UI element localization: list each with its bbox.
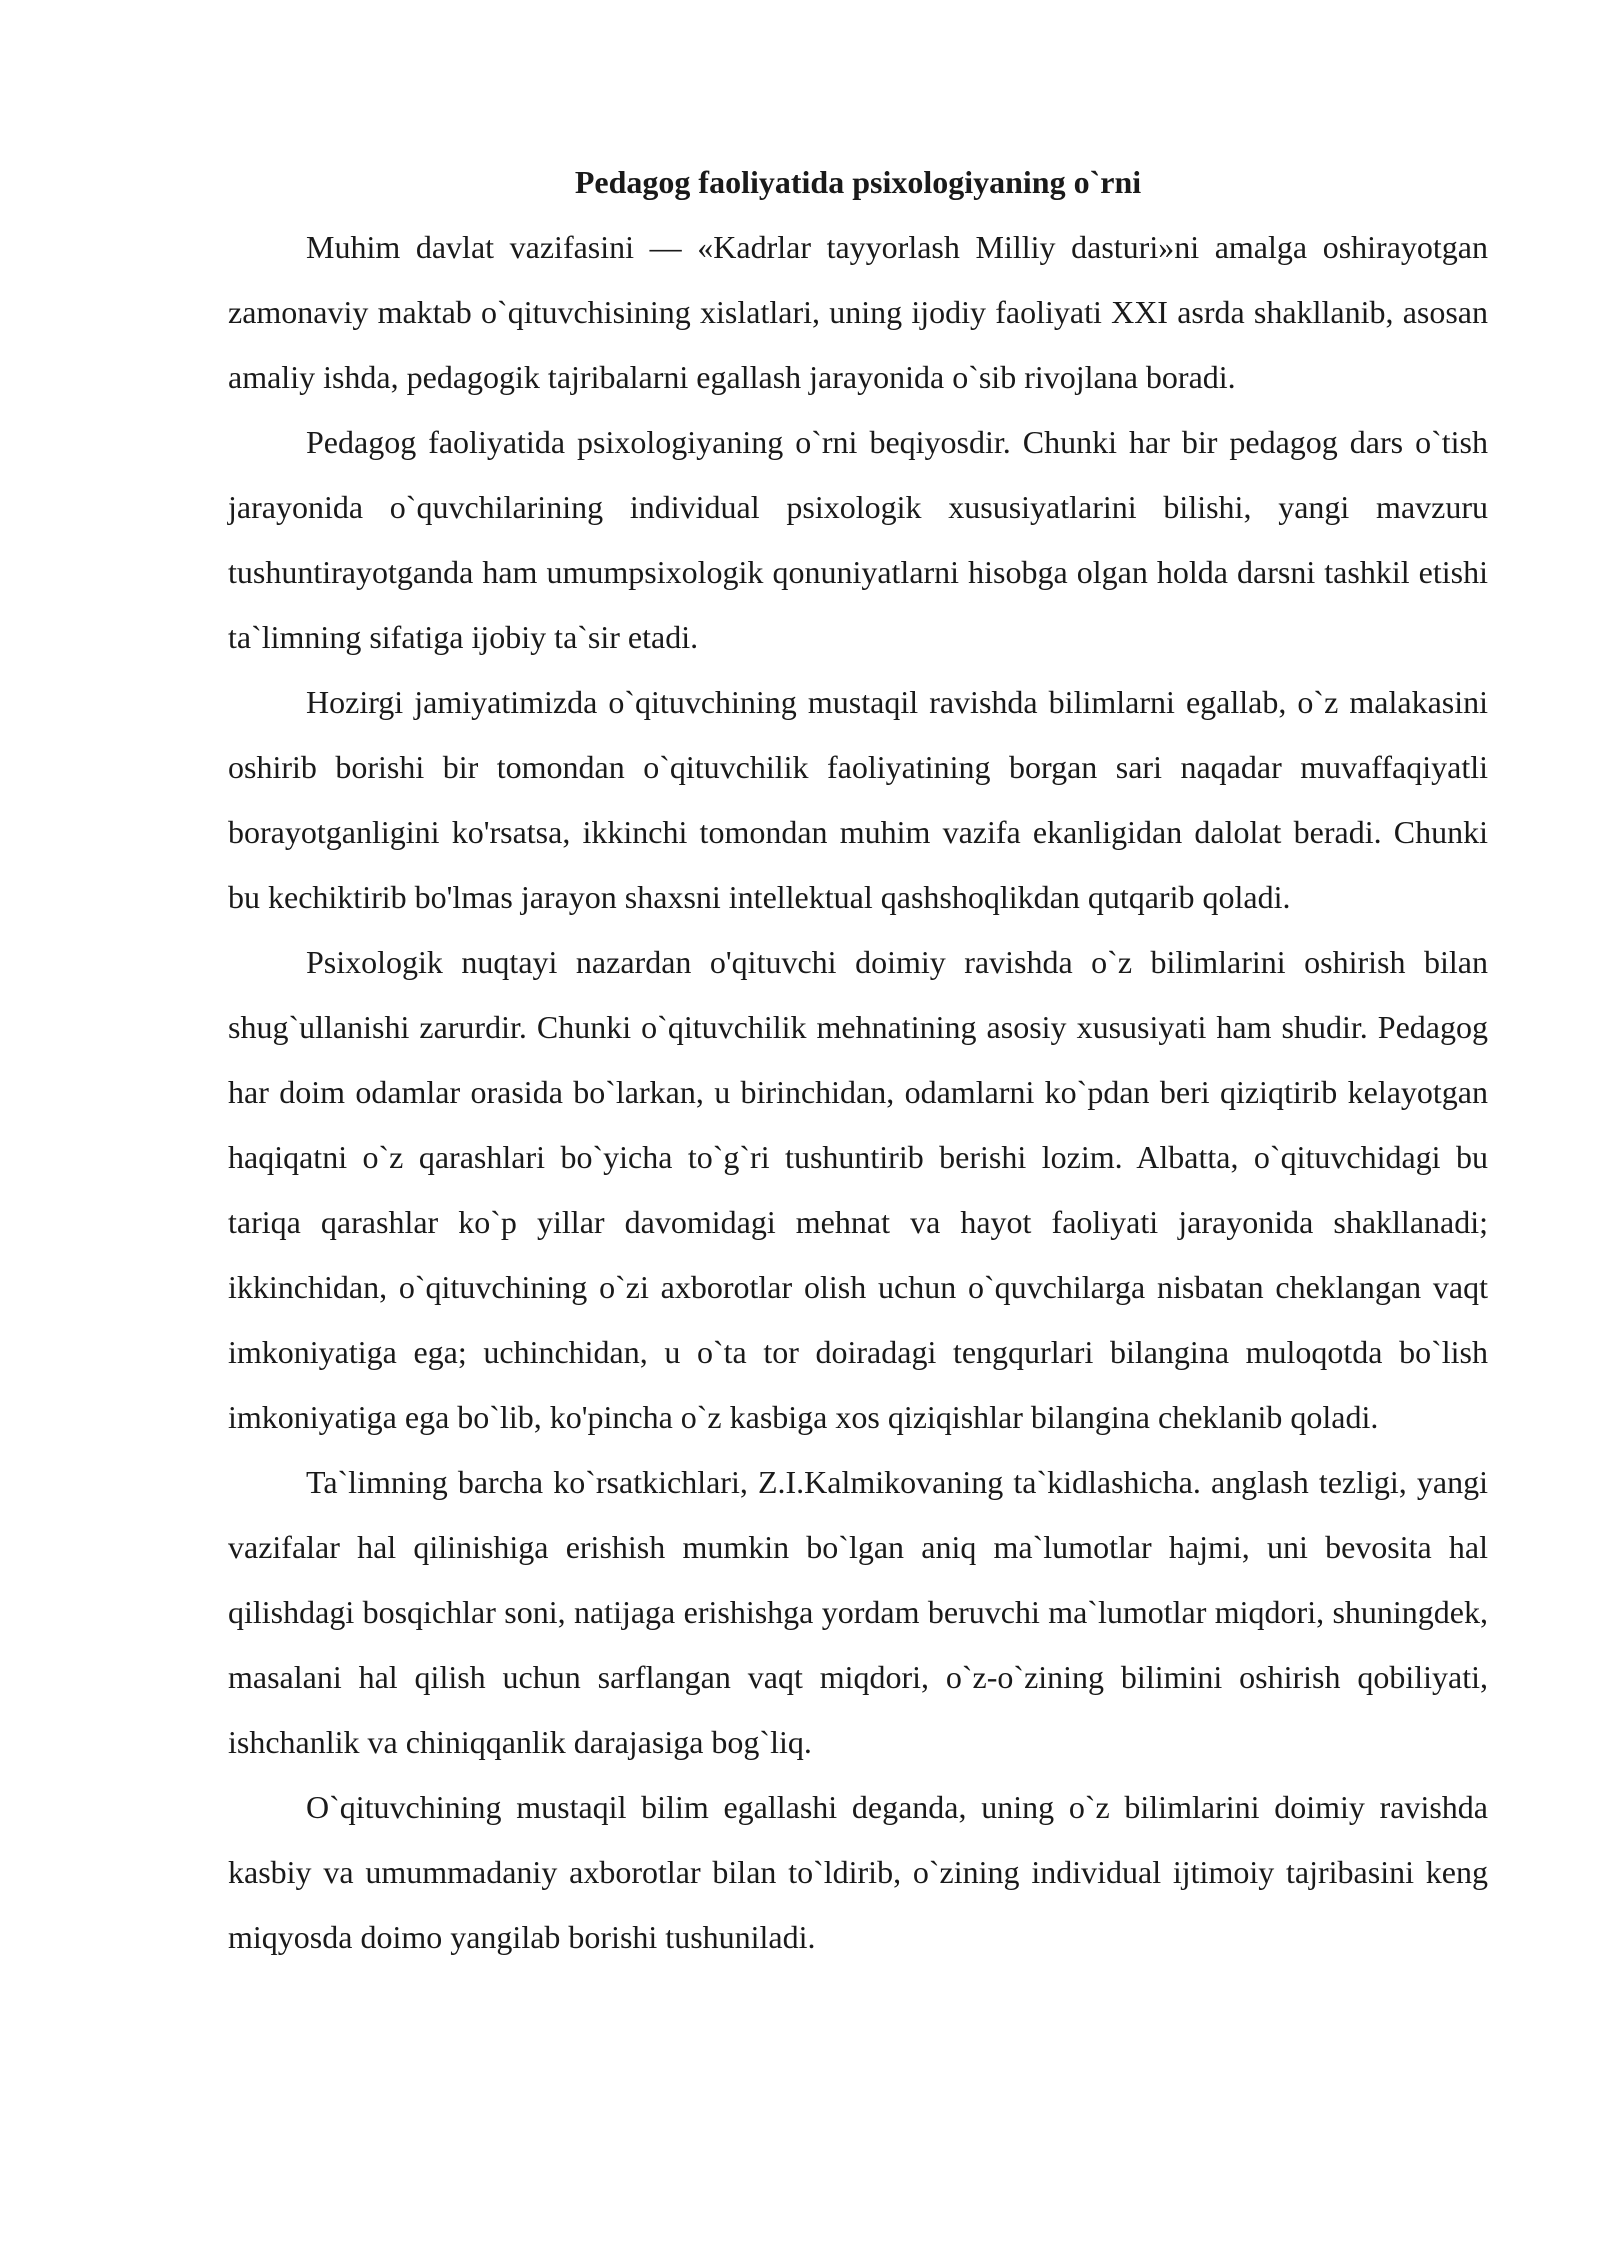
- paragraph-6: O`qituvchining mustaqil bilim egallashi deganda, uning o`z bilimlarini doimiy ravishda kasbiy va umummadaniy axborotlar bilan to`ldirib, o`zining individual ijtimoiy tajribasini keng miqyosda doimo yangilab borishi tushuniladi.: [228, 1789, 1488, 1955]
- document-body: [228, 150, 1488, 1970]
- paragraph-1: Muhim davlat vazifasini — «Kadrlar tayyorlash Milliy dasturi»ni amalga oshirayotgan zamonaviy maktab o`qituvchisining xislatlari, uning ijodiy faoliyati XXI asrda shakllanib, asosan amaliy ishda, pedagogik tajribalarni egallash jarayonida o`sib rivojlana boradi.: [228, 229, 1488, 395]
- paragraph-2: Pedagog faoliyatida psixologiyaning o`rni beqiyosdir. Chunki har bir pedagog dars o`tish jarayonida o`quvchilarining individual psixologik xususiyatlarini bilishi, yangi mavzuru tushuntirayotganda ham umumpsixologik qonuniyatlarni hisobga olgan holda darsni tashkil etishi ta`limning sifatiga ijobiy ta`sir etadi.: [228, 424, 1488, 655]
- paragraph-4: Psixologik nuqtayi nazardan o'qituvchi doimiy ravishda o`z bilimlarini oshirish bilan shug`ullanishi zarurdir. Chunki o`qituvchilik mehnatining asosiy xususiyati ham shudir. Pedagog har doim odamlar orasida bo`larkan, u birinchidan, odamlarni ko`pdan beri qiziqtirib kelayotgan haqiqatni o`z qarashlari bo`yicha to`g`ri tushuntirib berishi lozim. Albatta, o`qituvchidagi bu tariqa qarashlar ko`p yillar davomidagi mehnat va hayot faoliyati jarayonida shakllanadi; ikkinchidan, o`qituvchining o`zi axborotlar olish uchun o`quvchilarga nisbatan cheklangan vaqt imkoniyatiga ega; uchinchidan, u o`ta tor doiradagi tengqurlari bilangina muloqotda bo`lish imkoniyatiga ega bo`lib, ko'pincha o`z kasbiga xos qiziqishlar bilangina cheklanib qoladi.: [228, 944, 1488, 1435]
- paragraph-5: Ta`limning barcha ko`rsatkichlari, Z.I.Kalmikovaning ta`kidlashicha. anglash tezligi, yangi vazifalar hal qilinishiga erishish mumkin bo`lgan aniq ma`lumotlar hajmi, uni bevosita hal qilishdagi bosqichlar soni, natijaga erishishga yordam beruvchi ma`lumotlar miqdori, shuningdek, masalani hal qilish uchun sarflangan vaqt miqdori, o`z-o`zining bilimini oshirish qobiliyati, ishchanlik va chiniqqanlik darajasiga bog`liq.: [228, 1464, 1488, 1760]
- paragraph-3: Hozirgi jamiyatimizda o`qituvchining mustaqil ravishda bilimlarni egallab, o`z malakasini oshirib borishi bir tomondan o`qituvchilik faoliyatining borgan sari naqadar muvaffaqiyatli borayotganligini ko'rsatsa, ikkinchi tomondan muhim vazifa ekanligidan dalolat beradi. Chunki bu kechiktirib bo'lmas jarayon shaxsni intellektual qashshoqlikdan qutqarib qoladi.: [228, 684, 1488, 915]
- document-title: Pedagog faoliyatida psixologiyaning o`rni: [574, 164, 1142, 200]
